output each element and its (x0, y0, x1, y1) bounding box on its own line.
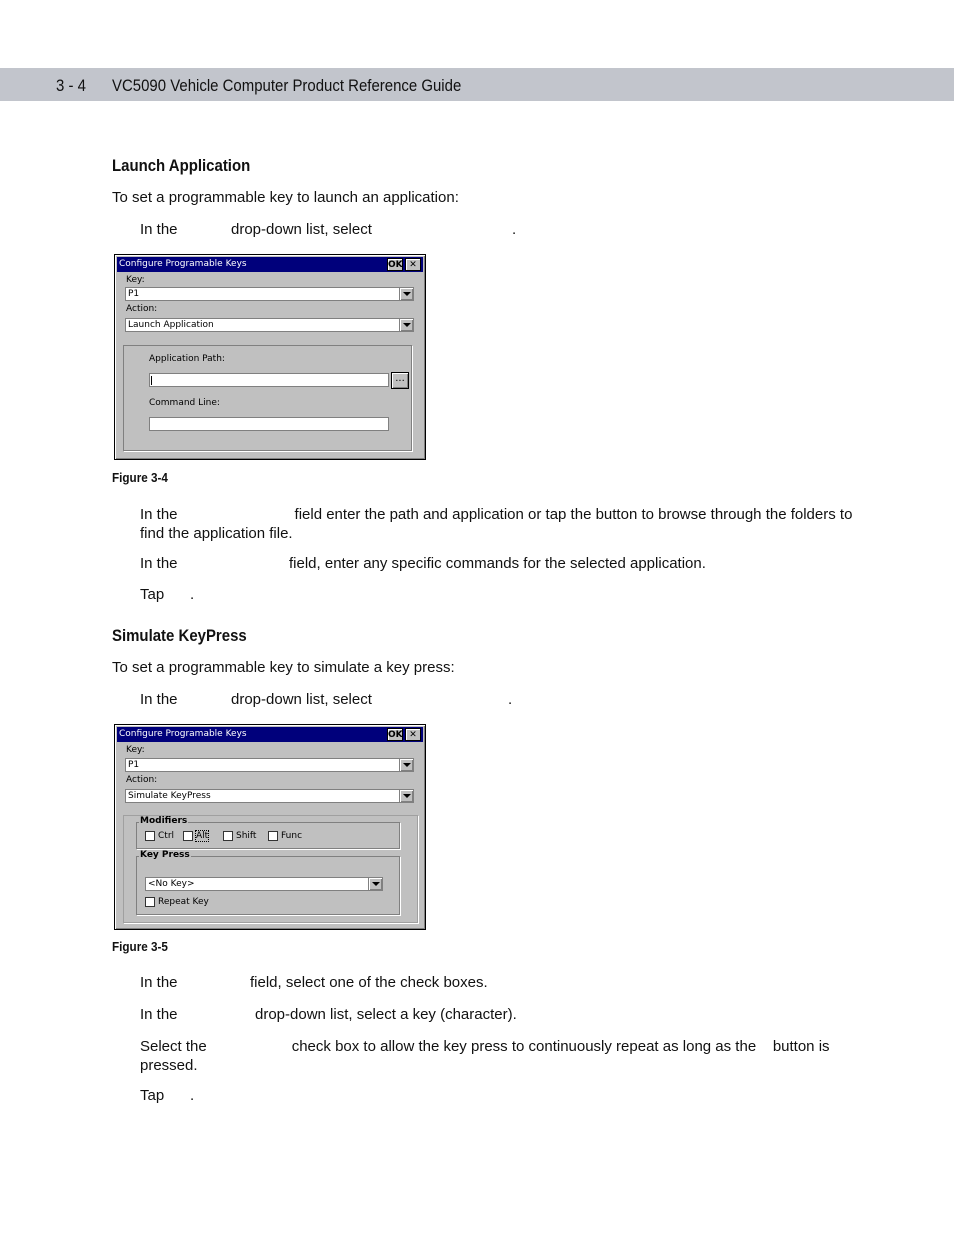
simulate-step4-prefix: Select the (140, 1038, 207, 1055)
key-dropdown-value: P1 (128, 289, 140, 299)
key-label: Key: (126, 275, 145, 285)
chevron-down-icon[interactable] (399, 790, 413, 802)
alt-label: Alt (196, 831, 209, 841)
simulate-step1-b: drop-down list, select (231, 691, 372, 708)
shift-checkbox[interactable] (223, 831, 233, 841)
launch-step1-b: drop-down list, select (231, 221, 372, 238)
key-dropdown[interactable] (125, 758, 414, 772)
section-heading-simulate: Simulate KeyPress (112, 626, 247, 645)
browse-button[interactable]: ... (391, 372, 409, 389)
chevron-down-icon[interactable] (368, 878, 382, 890)
text-cursor (151, 376, 152, 385)
simulate-step2-a: In the (140, 974, 178, 991)
document-title: VC5090 Vehicle Computer Product Reference Guide (112, 76, 462, 95)
command-line-input[interactable] (149, 417, 389, 431)
key-press-dropdown[interactable] (145, 877, 383, 891)
repeat-key-label: Repeat Key (158, 897, 209, 907)
close-icon[interactable]: ✕ (405, 728, 421, 741)
func-checkbox[interactable] (268, 831, 278, 841)
figure-caption-3-5: Figure 3-5 (112, 939, 168, 954)
modifiers-group (136, 816, 400, 849)
simulate-step4 (140, 1037, 870, 1075)
launch-step3-b: field, enter any specific commands for the selected application. (289, 555, 706, 572)
simulate-step2-b: field, select one of the check boxes. (250, 974, 488, 991)
launch-intro: To set a programmable key to launch an application: (112, 189, 459, 206)
chevron-down-icon[interactable] (399, 759, 413, 771)
repeat-key-checkbox[interactable] (145, 897, 155, 907)
ctrl-label: Ctrl (158, 831, 175, 841)
chevron-down-icon[interactable] (399, 319, 413, 331)
launch-step3-a: In the (140, 555, 178, 572)
chevron-down-icon[interactable] (399, 288, 413, 300)
options-panel (123, 815, 418, 923)
key-dropdown[interactable] (125, 287, 414, 301)
launch-step2 (140, 505, 870, 543)
key-press-value: <No Key> (148, 879, 195, 889)
func-label: Func (281, 831, 303, 841)
dialog-titlebar (117, 727, 423, 742)
action-label: Action: (126, 304, 158, 314)
section-heading-launch: Launch Application (112, 156, 251, 175)
launch-step1-c: . (512, 221, 517, 238)
modifiers-label: Modifiers (140, 816, 188, 826)
launch-step2-text: field enter the path and application or tap the button to browse through the folders to find the application file. (140, 506, 853, 542)
simulate-step3-a: In the (140, 1006, 178, 1023)
key-press-label: Key Press (140, 850, 190, 860)
configure-keys-dialog-simulate (114, 724, 426, 930)
launch-step2-prefix: In the (140, 506, 178, 523)
ok-button[interactable]: OK (388, 260, 403, 270)
dialog-title: Configure Programable Keys (119, 259, 247, 269)
action-dropdown[interactable] (125, 789, 414, 803)
simulate-step3-b: drop-down list, select a key (character). (255, 1006, 517, 1023)
simulate-step1-a: In the (140, 691, 178, 708)
figure-caption-3-4: Figure 3-4 (112, 470, 168, 485)
action-label: Action: (126, 775, 158, 785)
app-path-input[interactable] (149, 373, 389, 387)
app-path-label: Application Path: (149, 354, 225, 364)
launch-step4-a: Tap (140, 586, 165, 603)
ok-button[interactable]: OK (388, 730, 403, 740)
launch-step1-a: In the (140, 221, 178, 238)
simulate-intro: To set a programmable key to simulate a key press: (112, 659, 455, 676)
alt-checkbox[interactable] (183, 831, 193, 841)
page-header (0, 68, 954, 101)
command-line-label: Command Line: (149, 398, 220, 408)
launch-options-group (123, 345, 412, 451)
dialog-titlebar (117, 257, 423, 272)
ctrl-checkbox[interactable] (145, 831, 155, 841)
action-dropdown-value: Launch Application (128, 320, 214, 330)
close-icon[interactable]: ✕ (405, 258, 421, 271)
action-dropdown[interactable] (125, 318, 414, 332)
action-dropdown-value: Simulate KeyPress (128, 791, 211, 801)
key-press-group (136, 850, 400, 915)
key-dropdown-value: P1 (128, 760, 140, 770)
simulate-step4-text: check box to allow the key press to continuously repeat as long as the button is pressed. (140, 1038, 834, 1074)
key-label: Key: (126, 745, 145, 755)
simulate-step1-c: . (508, 691, 513, 708)
launch-step4-b: . (190, 586, 195, 603)
page-number: 3 - 4 (56, 76, 86, 95)
dialog-title: Configure Programable Keys (119, 729, 247, 739)
simulate-step5-a: Tap (140, 1087, 165, 1104)
shift-label: Shift (236, 831, 257, 841)
simulate-step5-b: . (190, 1087, 195, 1104)
configure-keys-dialog-launch (114, 254, 426, 460)
